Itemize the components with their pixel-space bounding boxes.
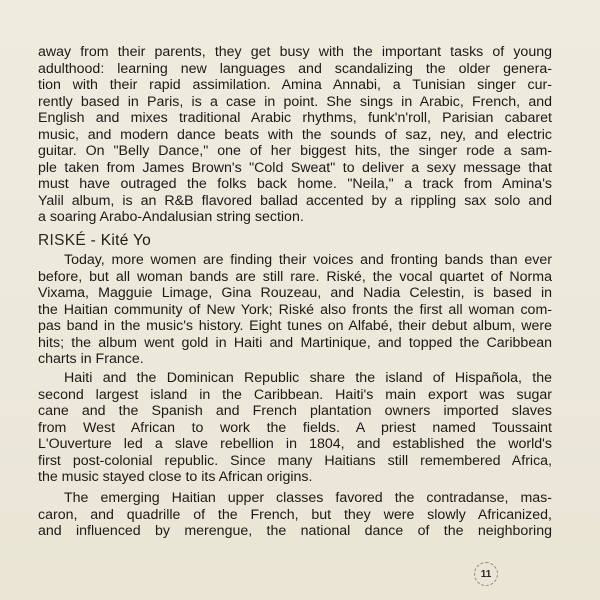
text-line: first post-colonial republic. Since many Haitians still remembered Africa, [38, 452, 552, 469]
paragraph-amina-annabi [38, 44, 552, 226]
text-line: hits; the album went gold in Haiti and Martinique, and topped the Caribbean [38, 334, 552, 351]
text-line: guitar. On "Belly Dance," one of her biggest hits, the singer rode a sam- [38, 143, 552, 159]
text-line: away from their parents, they get busy with the important tasks of young [38, 44, 552, 60]
text-line: must have outraged the folks back home. "Neila," a track from Amina's [38, 176, 552, 192]
text-line: Haiti and the Dominican Republic share the island of Hispañola, the [64, 370, 552, 386]
text-line: second largest island in the Caribbean. Haiti's main export was sugar [38, 386, 552, 403]
text-line: Yalil album, is an R&B flavored ballad accented by a rippling sax solo and [38, 192, 552, 209]
section-heading [38, 233, 552, 250]
page-number: 11 [474, 562, 498, 586]
text-line: and influenced by merengue, the national dance of the neighboring [38, 523, 552, 539]
paragraph-riske [38, 252, 552, 368]
paragraph-upper-classes [38, 490, 552, 540]
text-line: tion with their rapid assimilation. Amina Annabi, a Tunisian singer cur- [38, 77, 552, 93]
text-line: ple taken from James Brown's "Cold Sweat" to deliver a sexy message that [38, 159, 552, 176]
text-line: the Haitian community of New York; Riské also fronts the first all woman com- [38, 301, 552, 318]
text-line: before, but all woman bands are still rare. Riské, the vocal quartet of Norma [38, 268, 552, 285]
text-line: L'Ouverture led a slave rebellion in 1804, and established the world's [38, 436, 552, 452]
text-line: cane and the Spanish and French plantation owners imported slaves [38, 403, 552, 419]
heading-artist: RISKÉ [38, 232, 87, 249]
heading-title: Kité Yo [100, 232, 152, 249]
text-line: English and mixes traditional Arabic rhythms, funk'n'roll, Parisian cabaret [38, 110, 552, 126]
text-line: charts in France. [38, 351, 144, 367]
text-line: The emerging Haitian upper classes favored the contradanse, mas- [64, 490, 552, 506]
text-line: a soaring Arabo-Andalusian string section. [38, 209, 304, 225]
text-line: caron, and quadrille of the French, but they were slowly Africanized, [38, 506, 552, 523]
text-line: the music stayed close to its African origins. [38, 469, 313, 485]
text-line: music, and modern dance beats with the sounds of saz, ney, and electric [38, 126, 552, 143]
text-line: adulthood: learning new languages and scandalizing the older genera- [38, 60, 552, 77]
text-line: Today, more women are finding their voices and fronting bands than ever [64, 252, 552, 268]
text-line: Vixama, Magguie Limage, Gina Rouzeau, and Nadia Celestin, is based in [38, 285, 552, 301]
heading-separator: - [86, 232, 101, 249]
text-line: pas band in the music's history. Eight tunes on Alfabé, their debut album, were [38, 318, 552, 334]
text-line: from West African to work the fields. A priest named Toussaint [38, 419, 552, 436]
text-line: rently based in Paris, is a case in point. She sings in Arabic, French, and [38, 93, 552, 110]
paragraph-haiti-history [38, 370, 552, 486]
